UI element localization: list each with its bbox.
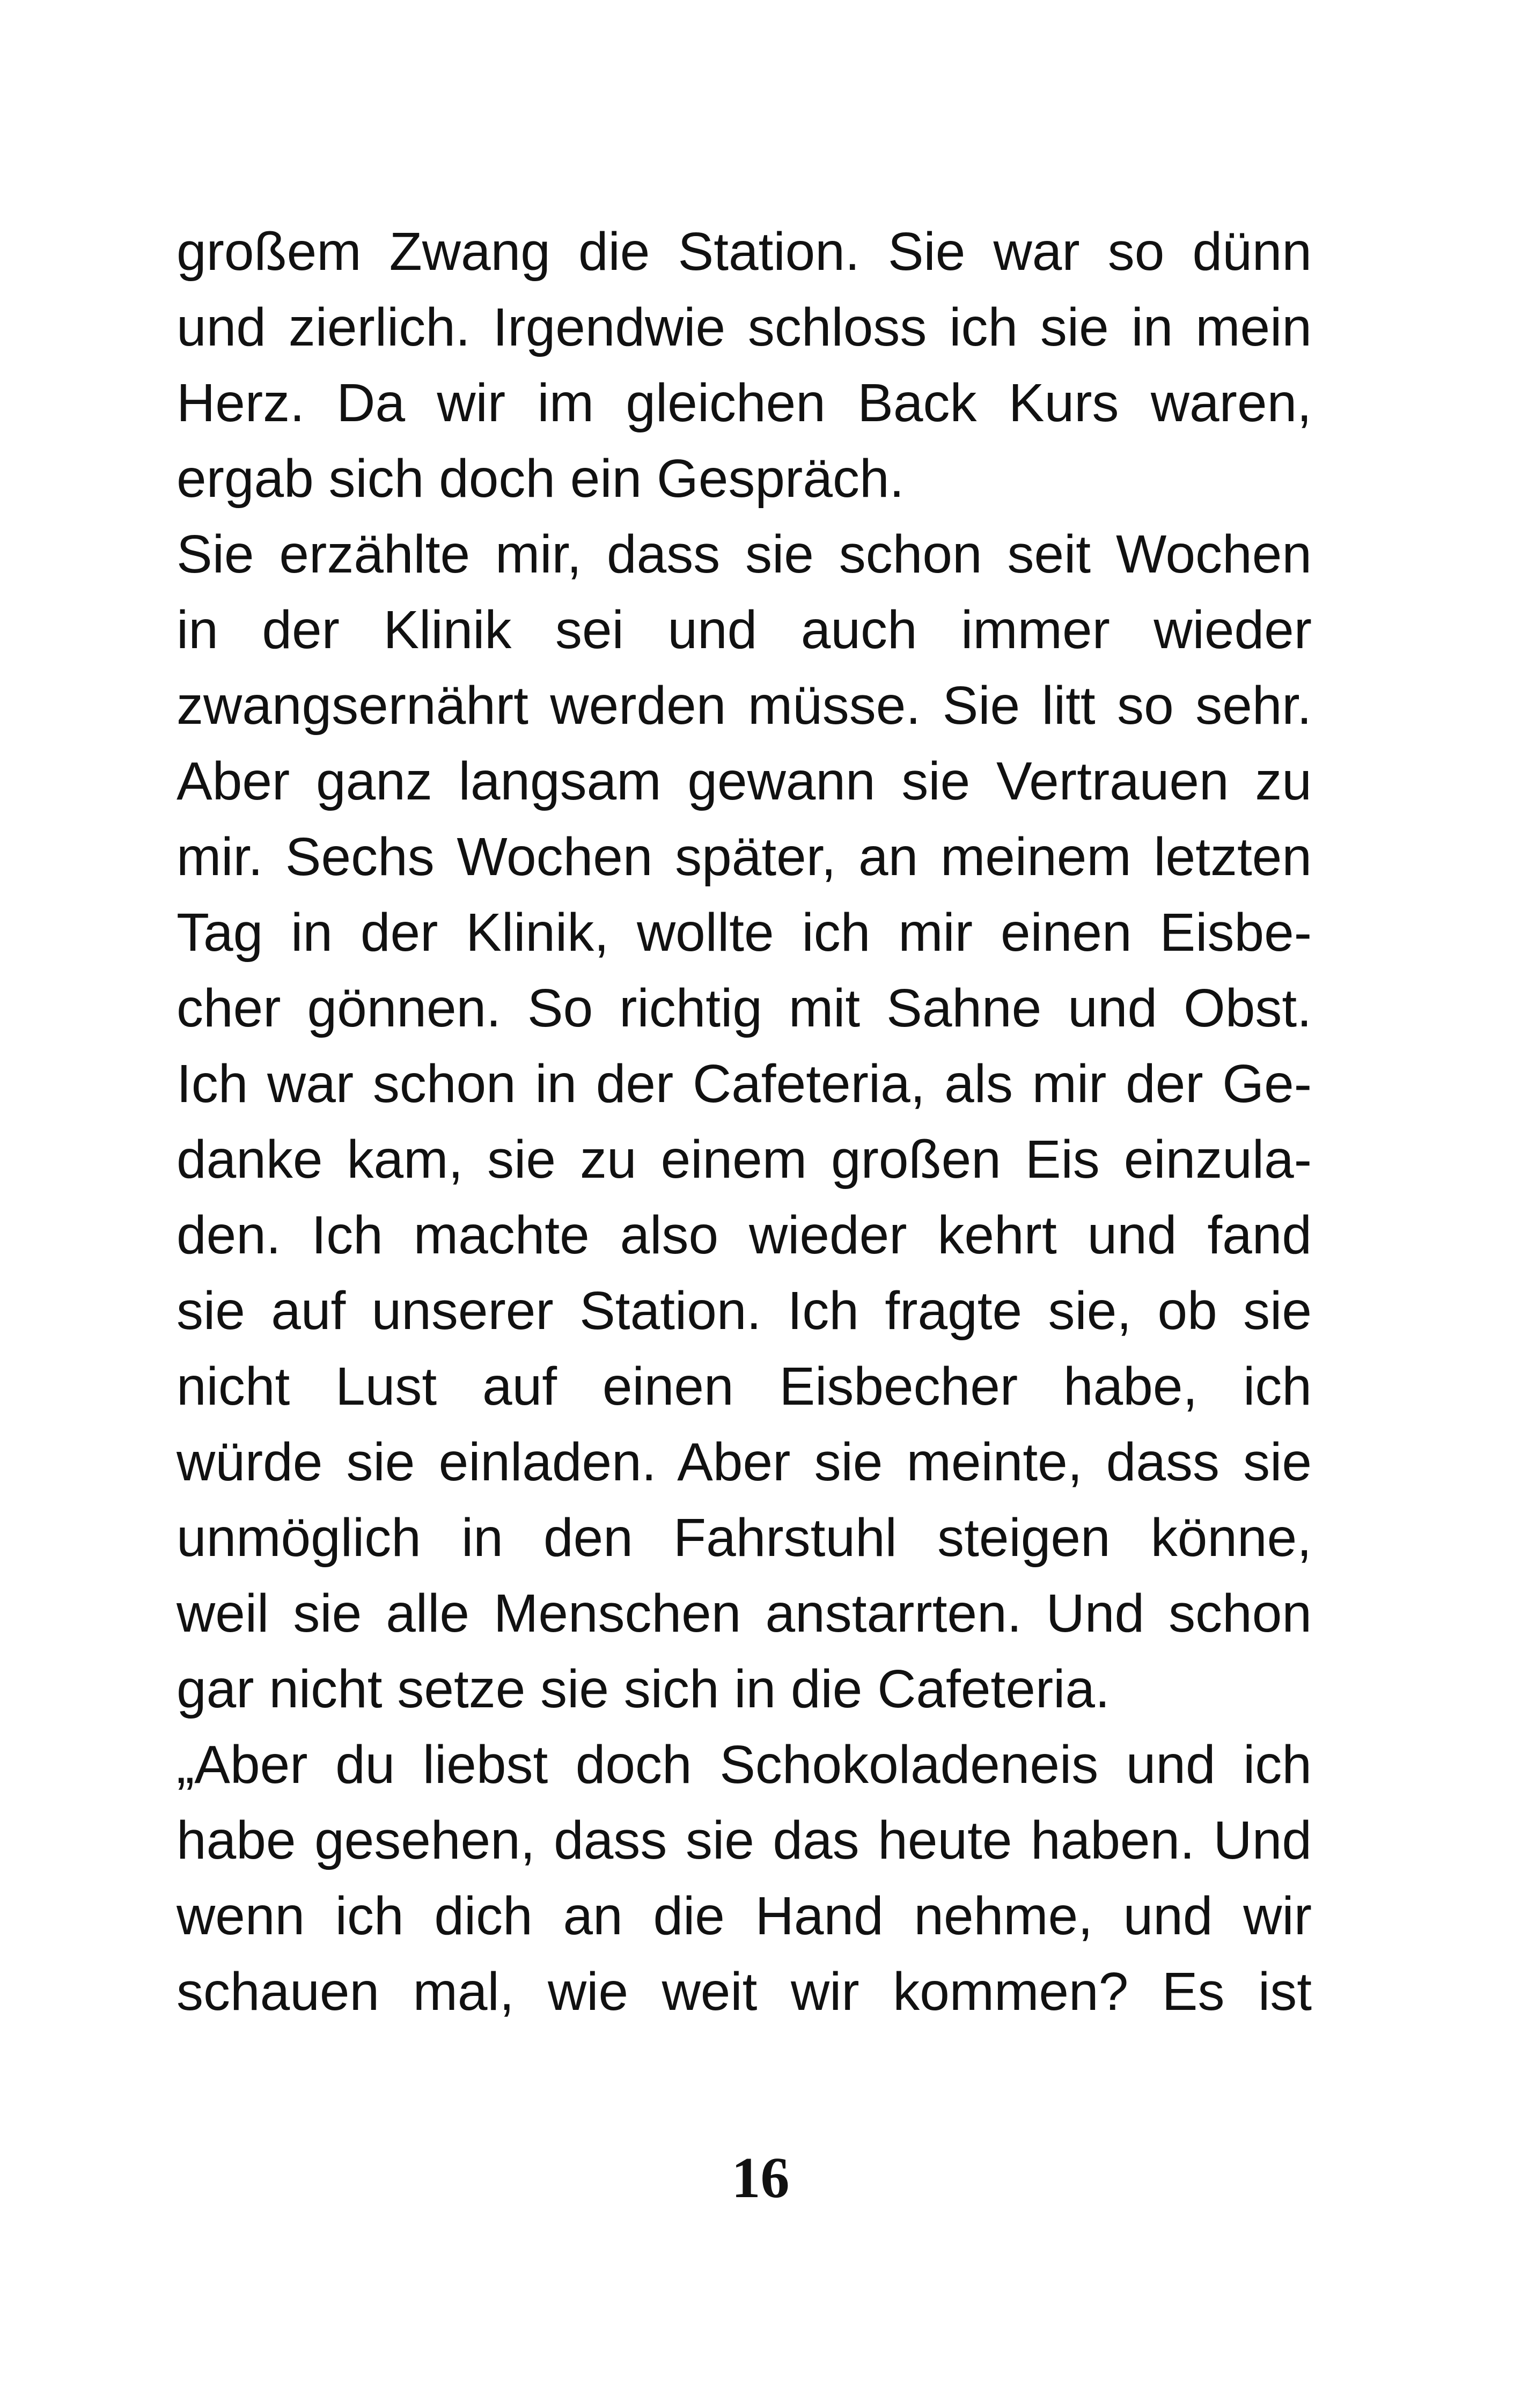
text-line: wenn ich dich an die Hand nehme, und wir xyxy=(177,1886,1312,1946)
text-line: in der Klinik sei und auch immer wieder xyxy=(177,600,1312,660)
text-line: Herz. Da wir im gleichen Back Kurs waren, xyxy=(177,373,1312,433)
text-line: Aber ganz langsam gewann sie Vertrauen zu xyxy=(177,751,1312,811)
text-line: schauen mal, wie weit wir kommen? Es ist xyxy=(177,1962,1312,2022)
text-line: habe gesehen, dass sie das heute haben. Und xyxy=(177,1810,1312,1870)
text-line: unmöglich in den Fahrstuhl steigen könne, xyxy=(177,1508,1312,1568)
text-line: würde sie einladen. Aber sie meinte, dass sie xyxy=(177,1432,1312,1492)
text-line: großem Zwang die Station. Sie war so dünn xyxy=(177,222,1312,282)
text-line: sie auf unserer Station. Ich fragte sie, ob sie xyxy=(177,1281,1312,1341)
text-line: zwangsernährt werden müsse. Sie litt so sehr. xyxy=(177,676,1312,736)
text-line: ergab sich doch ein Gespräch. xyxy=(177,449,905,509)
text-line: Ich war schon in der Cafeteria, als mir der Ge- xyxy=(177,1054,1312,1114)
text-line: mir. Sechs Wochen später, an meinem letzten xyxy=(177,827,1312,887)
text-line: weil sie alle Menschen anstarrten. Und schon xyxy=(177,1583,1312,1643)
text-line: gar nicht setze sie sich in die Cafeteria. xyxy=(177,1659,1110,1719)
text-line: nicht Lust auf einen Eisbecher habe, ich xyxy=(177,1356,1312,1416)
text-line: cher gönnen. So richtig mit Sahne und Obst. xyxy=(177,978,1312,1038)
text-line: danke kam, sie zu einem großen Eis einzula- xyxy=(177,1129,1312,1190)
page-number: 16 xyxy=(731,2146,790,2210)
body-text xyxy=(177,214,1312,2030)
text-line: Sie erzählte mir, dass sie schon seit Wochen xyxy=(177,524,1312,584)
text-line: und zierlich. Irgendwie schloss ich sie in mein xyxy=(177,297,1312,357)
text-line: den. Ich machte also wieder kehrt und fand xyxy=(177,1205,1312,1265)
text-line: „Aber du liebst doch Schokoladeneis und ich xyxy=(177,1735,1312,1795)
text-line: Tag in der Klinik, wollte ich mir einen Eisbe- xyxy=(177,902,1312,963)
